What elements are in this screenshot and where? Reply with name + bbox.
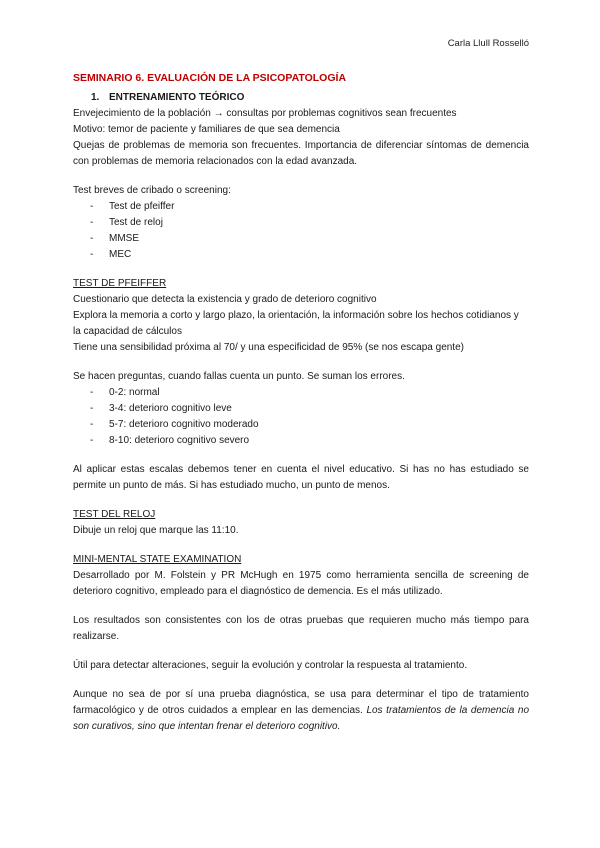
list-item: - Test de pfeiffer bbox=[90, 199, 529, 215]
intro-line: Envejecimiento de la población → consultas por problemas cognitivos sean frecuentes bbox=[73, 108, 457, 119]
mmse-paragraph: Útil para detectar alteraciones, seguir la evolución y controlar la respuesta al tratamiento. bbox=[73, 660, 468, 671]
section-heading-text: ENTRENAMIENTO TEÓRICO bbox=[109, 92, 245, 103]
pfeiffer-heading: TEST DE PFEIFFER bbox=[73, 278, 167, 289]
list-item: - MEC bbox=[90, 247, 529, 263]
mmse-paragraph: Los resultados son consistentes con los de otras pruebas que requieren mucho más tiempo para realizarse. bbox=[73, 615, 529, 642]
document-body bbox=[73, 70, 529, 735]
mmse-paragraph bbox=[73, 687, 529, 735]
list-item: - MMSE bbox=[90, 231, 529, 247]
reloj-heading: TEST DEL RELOJ bbox=[73, 509, 156, 520]
pfeiffer-scoring-intro: Se hacen preguntas, cuando fallas cuenta un punto. Se suman los errores. bbox=[73, 371, 405, 382]
screening-list bbox=[73, 199, 529, 263]
list-item: - 5-7: deterioro cognitivo moderado bbox=[90, 417, 529, 433]
section-heading bbox=[91, 90, 529, 106]
pfeiffer-line: Tiene una sensibilidad próxima al 70/ y una especificidad de 95% (se nos escapa gente) bbox=[73, 342, 464, 353]
intro-line: Motivo: temor de paciente y familiares de que sea demencia bbox=[73, 124, 340, 135]
author-name: Carla Llull Rosselló bbox=[447, 38, 529, 49]
pfeiffer-score-list bbox=[73, 385, 529, 449]
list-item: - 3-4: deterioro cognitivo leve bbox=[90, 401, 529, 417]
mmse-p4-italic: Los tratamientos de la demencia no son curativos, sino que intentan frenar el deterioro cognitivo. bbox=[73, 705, 530, 732]
section-number: 1. bbox=[91, 92, 100, 103]
mmse-paragraph: Desarrollado por M. Folstein y PR McHugh en 1975 como herramienta sencilla de screening de deterioro cognitivo, empleado para el diagnóstico de demencia. Es el más utilizado. bbox=[73, 570, 529, 597]
pfeiffer-line: Cuestionario que detecta la existencia y grado de deterioro cognitivo bbox=[73, 294, 377, 305]
pfeiffer-note: Al aplicar estas escalas debemos tener en cuenta el nivel educativo. Si has no has estudiado se permite un punto de más. Si has estudiado mucho, un punto de menos. bbox=[73, 464, 529, 491]
mmse-p4-text: Aunque no sea de por sí una prueba diagnóstica, se usa para determinar el tipo de tratamiento farmacológico y de otros cuidados a emplear en las demencias. bbox=[73, 689, 529, 716]
reloj-text: Dibuje un reloj que marque las 11:10. bbox=[73, 525, 239, 536]
screening-heading: Test breves de cribado o screening: bbox=[73, 185, 231, 196]
intro-paragraph: Quejas de problemas de memoria son frecuentes. Importancia de diferenciar síntomas de demencia con problemas de memoria relacionados con la edad avanzada. bbox=[73, 140, 529, 167]
page-title: SEMINARIO 6. EVALUACIÓN DE LA PSICOPATOLOGÍA bbox=[73, 72, 347, 84]
list-item: - Test de reloj bbox=[90, 215, 529, 231]
mmse-heading: MINI-MENTAL STATE EXAMINATION bbox=[73, 554, 242, 565]
pfeiffer-line: Explora la memoria a corto y largo plazo, la orientación, la información sobre los hechos cotidianos y la capacidad de cálculos bbox=[73, 310, 519, 337]
list-item: - 8-10: deterioro cognitivo severo bbox=[90, 433, 529, 449]
list-item: - 0-2: normal bbox=[90, 385, 529, 401]
